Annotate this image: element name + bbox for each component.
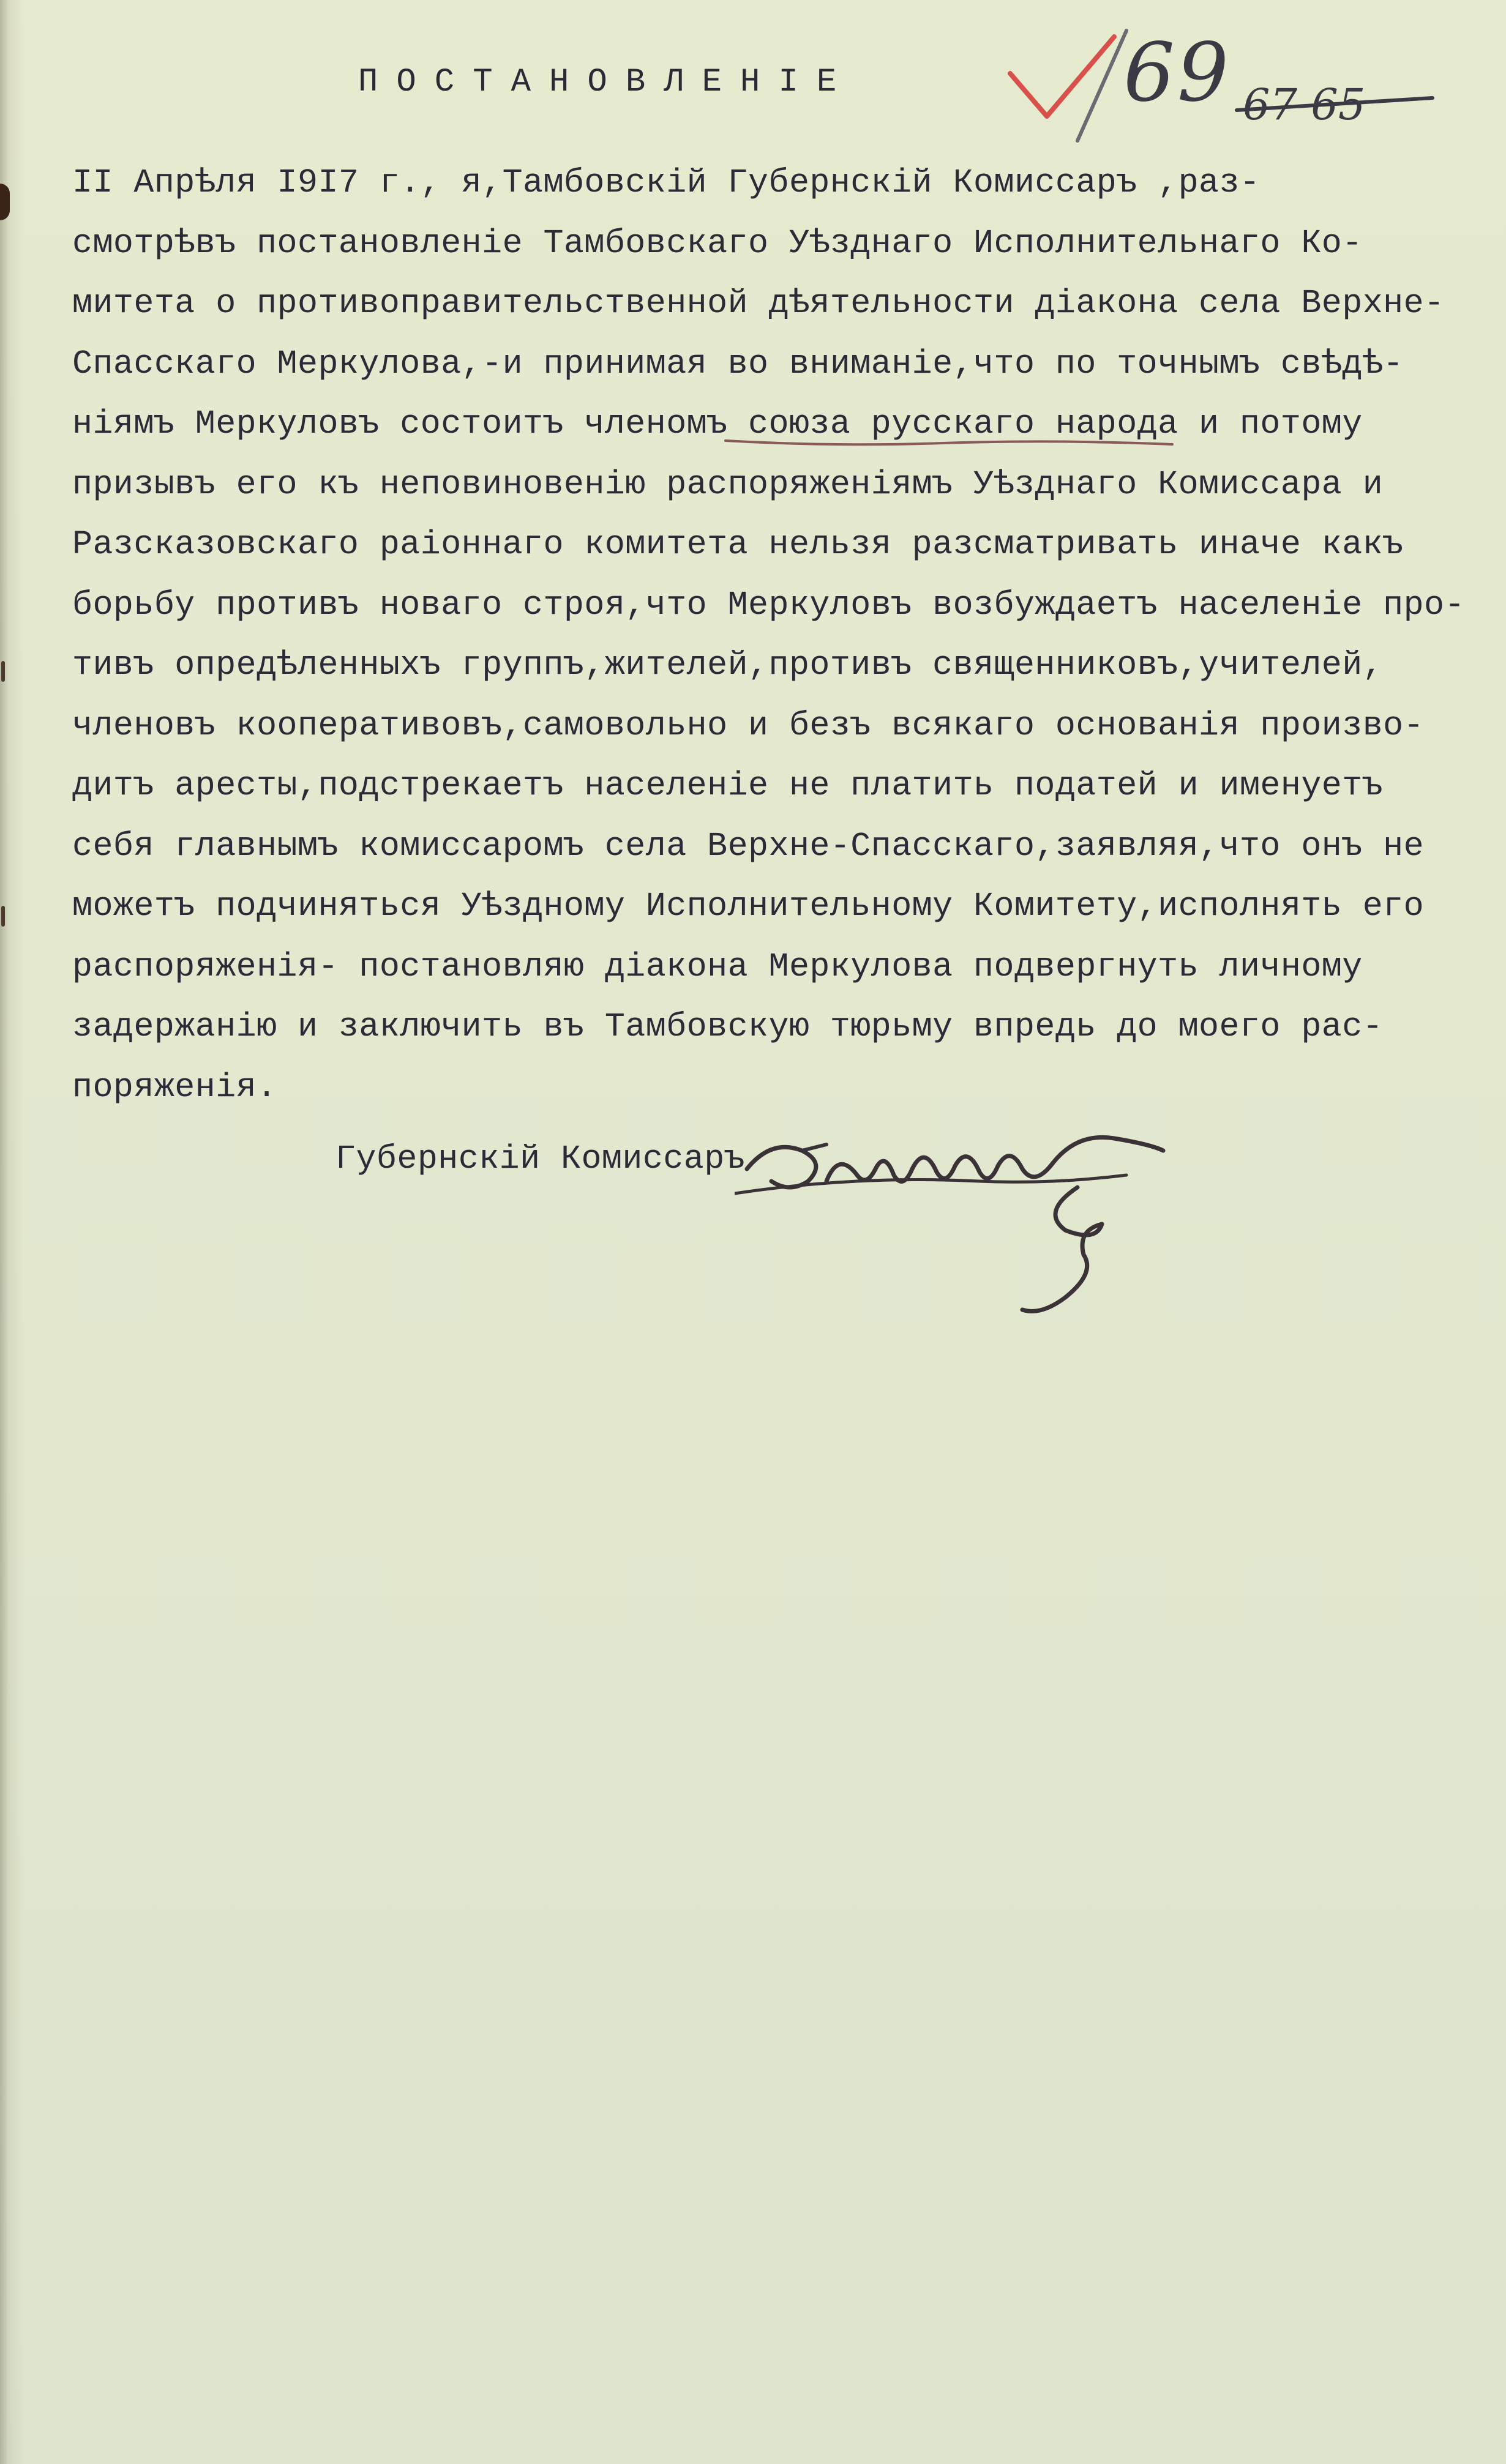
body-line: распоряженiя- постановляю дiакона Меркулова подвергнуть личному xyxy=(72,947,1363,986)
body-line: членовъ кооперативовъ,самовольно и безъ всякаго основанiя произво- xyxy=(72,706,1425,745)
body-line: призывъ его къ неповиновенiю распоряженiямъ Уѣзднаго Комиссара и xyxy=(72,465,1384,504)
edge-mark xyxy=(1,906,5,927)
body-line: Спасскаго Меркулова,-и принимая во вниманiе,что по точнымъ свѣдѣ- xyxy=(72,344,1404,383)
body-line: тивъ опредѣленныхъ группъ,жителей,противъ священниковъ,учителей, xyxy=(72,646,1384,684)
archive-number-old: 67 65 xyxy=(1243,80,1366,130)
document-title: ПОСТАНОВЛЕНIЕ xyxy=(358,64,855,101)
body-line: дитъ аресты,подстрекаетъ населенiе не платить податей и именуетъ xyxy=(72,766,1384,805)
pencil-underline xyxy=(722,428,1175,471)
body-line: задержанiю и заключить въ Тамбовскую тюрьму впредь до моего рас- xyxy=(72,1007,1384,1046)
edge-mark xyxy=(1,661,5,682)
body-line: Разсказовскаго раiоннаго комитета нельзя разсматривать иначе какъ xyxy=(72,525,1404,564)
body-line: нiямъ Меркуловъ состоитъ членомъ союза русскаго народа и потому xyxy=(72,405,1363,443)
handwritten-signature xyxy=(735,1114,1200,1322)
body-line: митета о противоправительственной дѣятельности дiакона села Верхне- xyxy=(72,284,1445,323)
document-body xyxy=(72,153,1465,1118)
body-line: себя главнымъ комиссаромъ села Верхне-Спасскаго,заявляя,что онъ не xyxy=(72,826,1425,865)
body-line: смотрѣвъ постановленiе Тамбовскаго Уѣзднаго Исполнительнаго Ко- xyxy=(72,223,1363,263)
body-line: II Апрѣля I9I7 г., я,Тамбовскiй Губернскiй Комиссаръ ,раз- xyxy=(72,163,1261,202)
archive-number: 69 xyxy=(1123,26,1231,120)
body-line: поряженiя. xyxy=(72,1067,277,1107)
signature-label: Губернскiй Комиссаръ xyxy=(335,1140,746,1178)
binding-hole xyxy=(0,184,10,220)
body-line: борьбу противъ новаго строя,что Меркуловъ возбуждаетъ населенiе про- xyxy=(72,585,1465,624)
body-line: можетъ подчиняться Уѣздному Исполнительному Комитету,исполнять его xyxy=(72,887,1425,925)
